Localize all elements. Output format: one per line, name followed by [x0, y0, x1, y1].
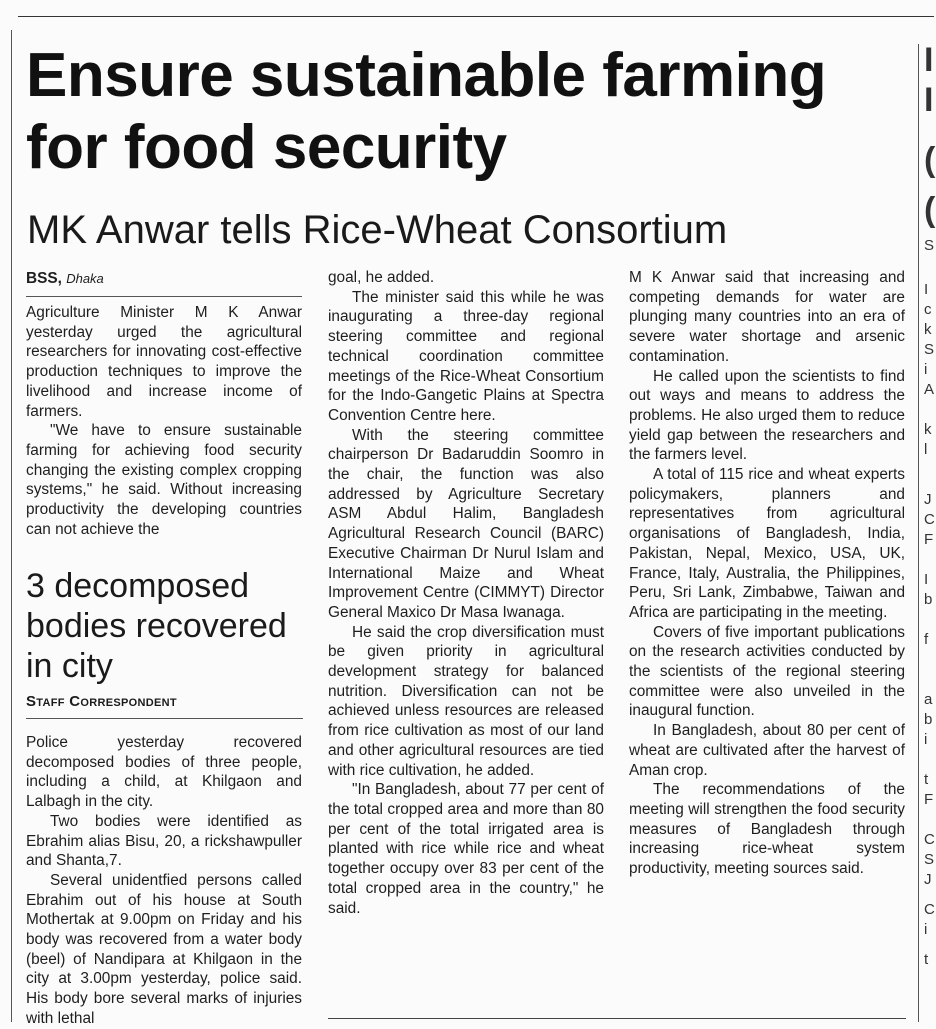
edge-letter: i	[924, 361, 928, 378]
main-headline: Ensure sustainable farming for food security	[26, 41, 827, 182]
story2-body	[26, 733, 302, 1029]
paragraph: Several unidentfied persons called Ebrahim out of his house at South Mothertak at 9.00pm on Friday and his body was recovered from a water body (beel) of Nandipara at Khilgaon in the city at 3.00pm yesterday, police said. His body bore several marks of injuries with lethal	[26, 871, 302, 1027]
edge-letter: (	[924, 191, 936, 229]
edge-letter: S	[924, 341, 935, 358]
edge-letter: i	[924, 921, 928, 938]
edge-letter: a	[924, 691, 933, 708]
edge-letter: A	[924, 381, 935, 398]
paragraph: With the steering committee chairperson Dr Badaruddin Soomro in the chair, the function was also addressed by Agriculture Secretary ASM Abdul Halim, Bangladesh Agricultural Research Council (BARC) Executive Chairman Dr Nurul Islam and International Maize and Wheat Improvement Centre (CIMMYT) Director General Maxico Dr Masa Iwanaga.	[328, 426, 604, 621]
edge-letter: I	[924, 281, 929, 298]
edge-letter: l	[924, 441, 928, 458]
paragraph: The recommendations of the meeting will strengthen the food security measures of Bangladesh through increasing rice-wheat system productivity, meeting sources said.	[629, 781, 905, 878]
edge-letter: i	[924, 731, 928, 748]
edge-letter: S	[924, 851, 935, 868]
edge-letter: I	[924, 41, 934, 79]
sub-headline: MK Anwar tells Rice-Wheat Consortium	[27, 208, 728, 252]
paragraph: He said the crop diversification must be given priority in agricultural development strategy for balanced nutrition. Diversification can not be achieved unless resources are released from rice cultivation as most of our land and other agricultural resources are tied with rice cultivation, he added.	[328, 623, 604, 779]
story2-headline: 3 decomposed bodies recovered in city	[26, 567, 287, 685]
edge-letter: J	[924, 491, 932, 508]
byline-place: Dhaka	[66, 271, 104, 286]
top-rule	[18, 16, 934, 17]
edge-letter: F	[924, 791, 934, 808]
paragraph: A total of 115 rice and wheat experts policymakers, planners and representatives from agricultural organisations of Bangladesh, India, Pakistan, Nepal, Mexico, USA, UK, France, Italy, Australia, the Philippines, Peru, Sri Lank, Zimbabwe, Taiwan and Africa are participating in the meeting.	[629, 466, 905, 621]
edge-letter: I	[924, 81, 934, 119]
paragraph: He called upon the scientists to find out ways and means to address the problems. He also urged them to reduce yield gap between the researchers and the farmers level.	[629, 367, 905, 464]
edge-letter: C	[924, 511, 935, 528]
paragraph: M K Anwar said that increasing and competing demands for water are plunging many countries into an era of severe water shortage and arsenic contamination.	[629, 269, 905, 365]
edge-letter: S	[924, 237, 935, 254]
edge-letter: t	[924, 951, 929, 968]
byline-agency: BSS,	[26, 270, 62, 287]
edge-letter: I	[924, 571, 929, 588]
edge-letter: k	[924, 321, 932, 338]
paragraph: Police yesterday recovered decomposed bodies of three people, including a child, at Khilgaon and Lalbagh in the city.	[26, 734, 302, 811]
right-column-rule	[918, 44, 919, 1022]
paragraph: Agriculture Minister M K Anwar yesterday urged the agricultural researchers for innovating cost-effective production techniques to improve the livelihood and increase income of farmers.	[26, 304, 302, 420]
edge-letter: t	[924, 771, 929, 788]
story1-column-1	[26, 268, 302, 539]
story1-column-3	[629, 268, 905, 879]
paragraph: goal, he added.	[328, 269, 435, 286]
edge-letter: b	[924, 591, 933, 608]
bottom-rule	[328, 1018, 906, 1019]
edge-letter: C	[924, 831, 935, 848]
byline	[26, 268, 302, 297]
edge-letter: F	[924, 531, 934, 548]
edge-letter: C	[924, 901, 935, 918]
paragraph: "We have to ensure sustainable farming for achieving food security changing the existing complex cropping systems," he said. Without increasing productivity the developing countries can not achieve the	[26, 422, 302, 538]
story2-byline: Staff Correspondent	[26, 691, 303, 719]
edge-letter: J	[924, 871, 932, 888]
edge-letter: c	[924, 301, 932, 318]
paragraph: In Bangladesh, about 80 per cent of wheat are cultivated after the harvest of Aman crop.	[629, 722, 905, 779]
left-column-rule	[11, 30, 12, 1022]
edge-letter: k	[924, 421, 932, 438]
paragraph: "In Bangladesh, about 77 per cent of the total cropped area and more than 80 per cent of the total irrigated area is planted with rice while rice and wheat together occupy over 83 per cent of the total cropped area in the country," he said.	[328, 781, 604, 917]
paragraph: Two bodies were identified as Ebrahim alias Bisu, 20, a rickshawpuller and Shanta,7.	[26, 812, 302, 870]
edge-letter: (	[924, 141, 936, 179]
story1-column-2	[328, 268, 604, 918]
edge-letter: b	[924, 711, 933, 728]
paragraph: The minister said this while he was inaugurating a three-day regional steering committee and regional technical coordination committee meetings of the Rice-Wheat Consortium for the Indo-Gangetic Plains at Spectra Convention Centre here.	[328, 288, 604, 424]
paragraph: Covers of five important publications on the research activities conducted by the scientists of the regional steering committee were also unveiled in the inaugural function.	[629, 623, 905, 720]
edge-letter: f	[924, 631, 929, 648]
